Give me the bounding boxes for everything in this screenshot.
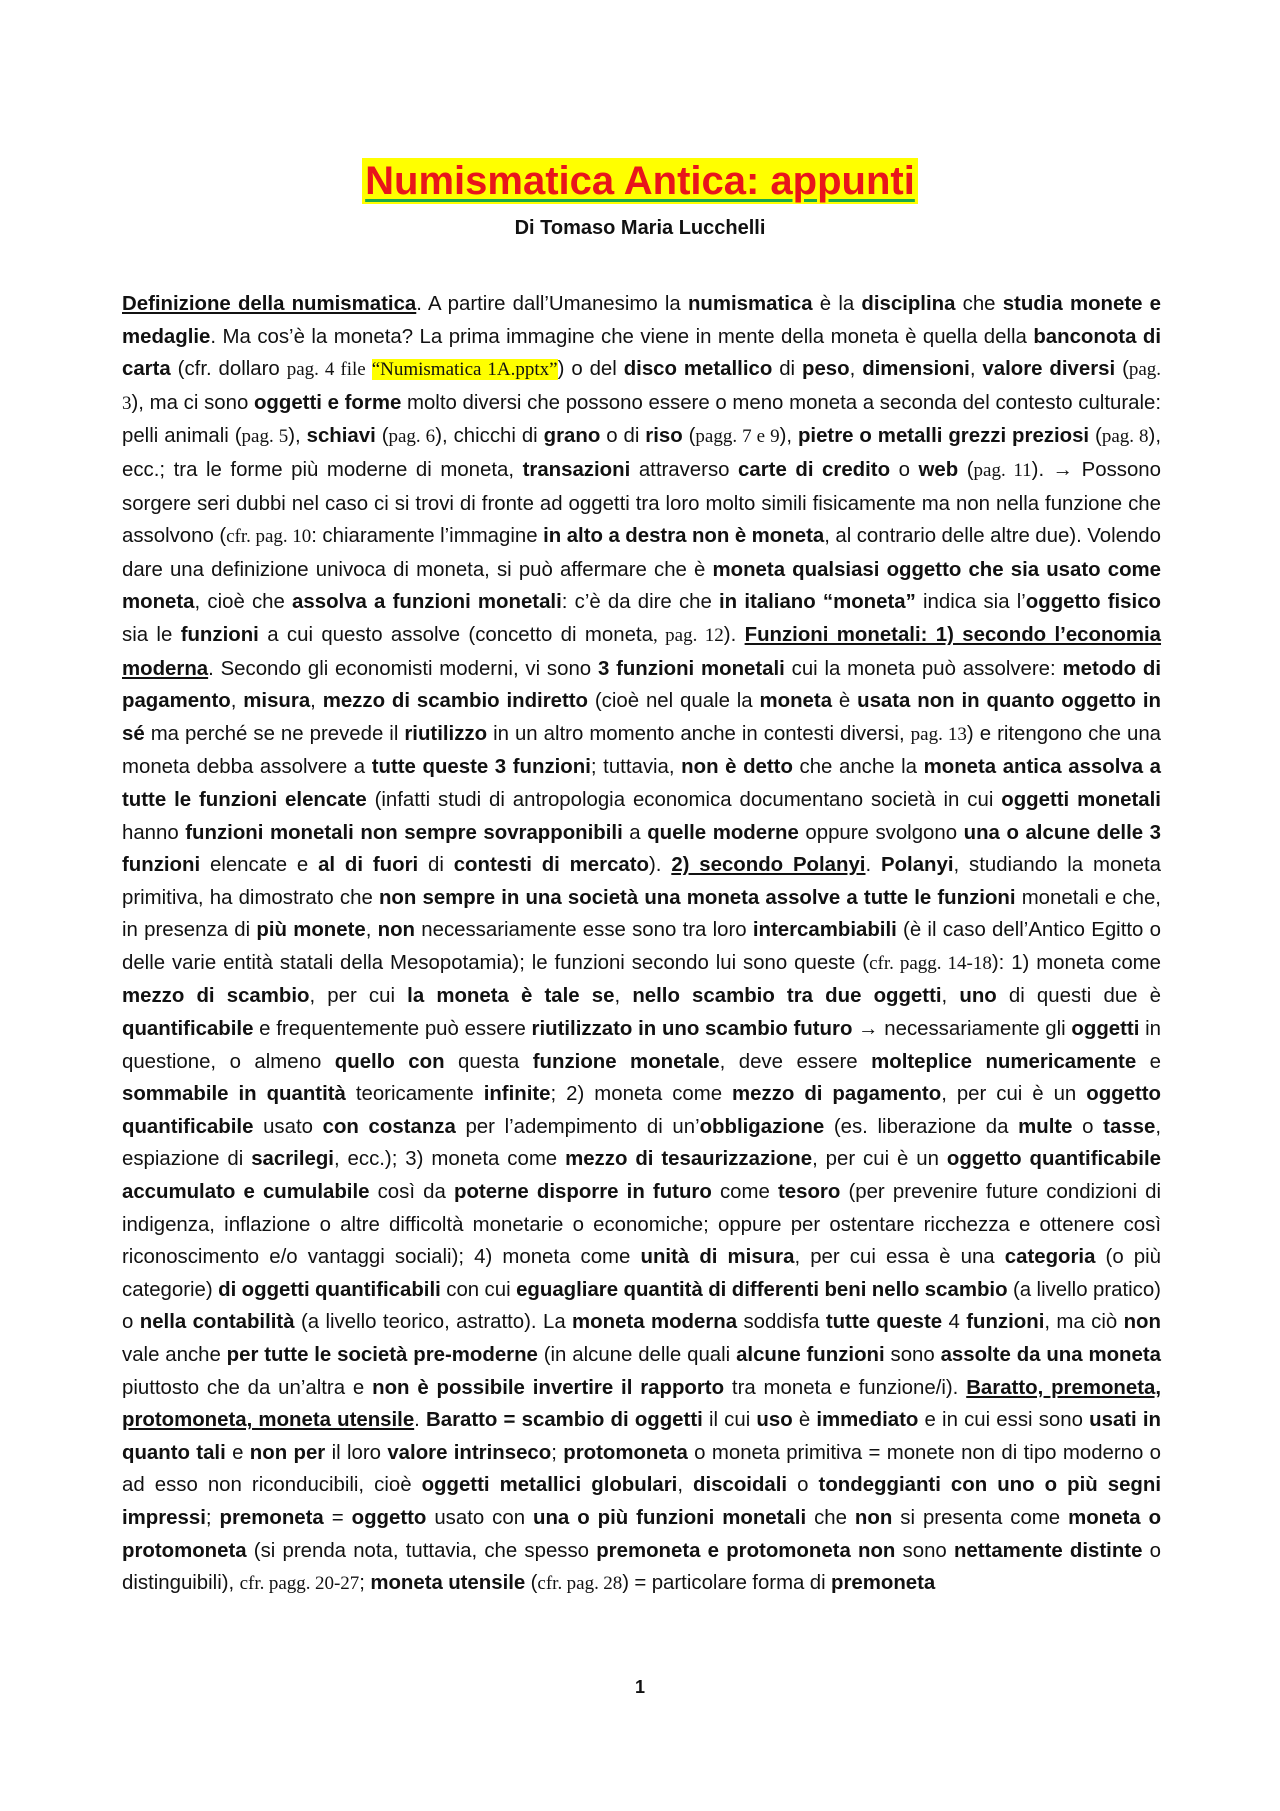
bold-text: funzioni	[966, 1311, 1045, 1334]
text-run: ). → Possono sorgere seri dubbi nel caso ci si trovi di fronte ad oggetti tra loro molto simili fisicamente ma non nella funzione che assolvono (	[122, 458, 1161, 548]
text-run: , deve essere	[719, 1050, 872, 1073]
text-run: .	[865, 854, 881, 877]
bold-text: quello con	[334, 1050, 445, 1073]
bold-text: per tutte le società pre-moderne	[226, 1344, 538, 1366]
bold-text: unità di misura	[640, 1246, 795, 1269]
text-run: (	[958, 458, 974, 481]
text-run: ).	[649, 854, 672, 877]
text-run: soddisfa	[737, 1311, 826, 1334]
text-run: , per cui essa è una	[794, 1246, 1005, 1269]
bold-text: oggetto fisico	[1025, 591, 1161, 614]
text-run: e frequentemente può essere	[253, 1018, 532, 1041]
bold-text: transazioni	[522, 458, 631, 481]
bold-text: mezzo di scambio indiretto	[322, 690, 589, 713]
bold-text: metodo di pagamento	[122, 657, 1162, 713]
text-run: ) o del	[557, 358, 624, 381]
bold-text: pietre o metalli grezzi preziosi	[797, 425, 1090, 448]
text-run: di	[772, 358, 802, 381]
bold-text: più monete	[256, 919, 366, 942]
bold-text: sommabile in quantità	[122, 1083, 346, 1106]
text-run: : chiaramente l’immagine	[311, 525, 544, 548]
text-run: oppure svolgono	[798, 821, 964, 844]
text-run: hanno	[122, 821, 186, 844]
bold-text: oggetti metallici globulari	[421, 1474, 678, 1497]
text-run: ), ecc.; tra le forme più moderne di moneta,	[122, 425, 1161, 481]
slide-reference: pag. 6	[388, 426, 436, 448]
text-run: , espiazione di	[122, 1115, 1161, 1171]
text-run: e	[1136, 1050, 1162, 1073]
text-run: (infatti studi di antropologia economica documentano società in cui	[366, 788, 1002, 811]
bold-text: poterne disporre in futuro	[454, 1181, 712, 1204]
bold-text: moneta utensile	[370, 1572, 526, 1595]
bold-text: misura	[243, 690, 311, 713]
slide-reference: pagg. 7 e 9	[695, 426, 780, 448]
slide-reference: cfr. pag. 28	[537, 1573, 623, 1595]
bold-text: quelle moderne	[647, 821, 799, 844]
text-run: è la	[812, 293, 862, 315]
text-run: sia le	[122, 623, 181, 646]
text-run: , per cui è un	[812, 1148, 947, 1171]
text-run: , al contrario delle altre due). Volendo dare una definizione univoca di moneta, si può affermare che è	[122, 525, 1161, 581]
bold-text: moneta antica assolva a tutte le funzioni elencate	[122, 756, 1162, 811]
slide-reference: pag. 11	[973, 459, 1032, 481]
bold-text: riso	[645, 425, 683, 448]
bold-text: non	[377, 919, 416, 942]
bold-text: premoneta	[831, 1572, 936, 1595]
slide-reference: cfr. pagg. 20-27	[239, 1573, 360, 1595]
text-run: (o più categorie)	[122, 1246, 1162, 1301]
bold-text: riutilizzo	[404, 722, 488, 745]
bold-text: mezzo di pagamento	[732, 1083, 942, 1106]
title-container	[0, 158, 1280, 204]
bold-text: quantificabile	[122, 1018, 254, 1041]
text-run: ),	[779, 425, 798, 448]
text-run: ),	[288, 425, 307, 448]
text-run: ,	[365, 919, 378, 942]
bold-text: Polanyi	[880, 854, 954, 877]
text-run: , ecc.); 3) moneta come	[333, 1148, 566, 1171]
text-run: ,	[677, 1474, 694, 1497]
text-run: . Ma cos’è la moneta? La prima immagine che viene in mente della moneta è quella della	[210, 325, 1034, 348]
text-run: o	[1072, 1115, 1104, 1138]
text-run: a cui questo assolve (concetto di moneta	[258, 623, 653, 646]
bold-text: 3 funzioni monetali	[597, 657, 785, 680]
text-run: così da	[369, 1181, 454, 1204]
text-run: 4	[942, 1311, 967, 1334]
bold-text: protomoneta	[563, 1441, 688, 1464]
text-run: teoricamente	[345, 1083, 484, 1106]
slide-reference: cfr. pagg. 14-18	[869, 952, 992, 974]
bold-text: dimensioni	[862, 358, 970, 381]
text-run: (	[1089, 425, 1102, 448]
section-heading: 2) secondo Polanyi	[671, 854, 866, 877]
text-run: di	[418, 854, 454, 877]
slide-reference: cfr. pag. 10	[226, 526, 312, 548]
bold-text: una o più funzioni monetali	[533, 1506, 807, 1529]
slide-reference: pag. 4 file	[286, 359, 372, 381]
bold-text: infinite	[483, 1083, 551, 1106]
bold-text: Baratto = scambio di oggetti	[426, 1409, 703, 1432]
text-run: , per cui	[309, 985, 408, 1008]
text-run: (	[1115, 358, 1129, 381]
bold-text: contesti di mercato	[453, 854, 650, 877]
text-run: per l’adempimento di un’	[455, 1115, 700, 1138]
text-run: ,	[941, 985, 960, 1008]
bold-text: tondeggianti con uno o più segni impressi	[122, 1474, 1161, 1529]
bold-text: tutte queste	[825, 1311, 943, 1334]
text-run: in questione, o almeno	[122, 1018, 1161, 1073]
text-run: ) e ritengono che una moneta debba assolvere a	[122, 722, 1161, 779]
slide-reference: pag. 8	[1101, 426, 1149, 448]
text-run: , per cui è un	[941, 1083, 1087, 1106]
bold-text: disciplina	[861, 293, 956, 315]
bold-text: non per	[249, 1441, 326, 1464]
text-run: ma perché se ne prevede il	[144, 722, 405, 745]
text-run: piuttosto che da un’altra e	[122, 1376, 373, 1399]
text-run: (	[525, 1572, 538, 1595]
bold-text: una o alcune delle 3 funzioni	[122, 821, 1161, 877]
bold-text: molteplice numericamente	[871, 1050, 1137, 1073]
text-run: ).	[723, 623, 745, 646]
text-run: che	[955, 293, 1003, 315]
text-run: a	[622, 821, 648, 844]
text-run: =	[323, 1506, 352, 1529]
bold-text: tutte queste 3 funzioni	[371, 756, 591, 779]
bold-text: non	[1123, 1311, 1161, 1334]
bold-text: banconota di carta	[122, 325, 1162, 381]
text-run: indica sia l’	[915, 591, 1026, 614]
text-run: necessariamente gli	[878, 1018, 1072, 1041]
text-run: che	[806, 1506, 855, 1529]
slide-reference: pag. 13	[910, 723, 967, 745]
text-run: ,	[614, 985, 633, 1008]
bold-text: premoneta e protomoneta non	[596, 1539, 896, 1562]
page-number: 1	[634, 1677, 645, 1697]
bold-text: grano	[543, 425, 601, 448]
bold-text: premoneta	[219, 1506, 324, 1529]
text-run: . A partire dall’Umanesimo la	[416, 293, 688, 315]
text-run: ,	[310, 690, 323, 713]
text-run: e	[225, 1441, 250, 1464]
bold-text: oggetto quantificabile	[122, 1083, 1161, 1138]
bold-text: sacrilegi	[251, 1148, 334, 1171]
section-heading: Definizione della numismatica	[122, 293, 417, 315]
text-run: elencate e	[200, 854, 319, 877]
text-run: molto diversi che possono essere o meno moneta a seconda del contesto culturale: pelli animali (	[122, 391, 1161, 448]
text-run: usato	[253, 1115, 323, 1138]
text-run: ,	[849, 358, 863, 381]
slide-reference: , pag. 12	[652, 624, 724, 646]
text-run: questa	[444, 1050, 533, 1073]
bold-text: nella contabilità	[139, 1311, 295, 1334]
text-run: vale anche	[122, 1344, 227, 1366]
text-run: è	[792, 1409, 817, 1432]
bold-text: oggetto	[351, 1506, 427, 1529]
bold-text: tasse	[1103, 1115, 1156, 1138]
text-run: usato con	[426, 1506, 533, 1529]
text-run: si presenta come	[892, 1506, 1069, 1529]
text-run: (cfr. dollaro	[170, 358, 287, 381]
bold-text: funzioni monetali non sempre sovrapponibili	[185, 821, 623, 844]
text-run: ): 1) moneta come	[991, 951, 1162, 974]
bold-text: web	[918, 458, 959, 481]
slide-reference: pag. 5	[241, 426, 289, 448]
bold-text: funzioni	[180, 623, 259, 646]
text-run: , ma ciò	[1044, 1311, 1124, 1334]
bold-text: uso	[756, 1409, 793, 1432]
bold-text: al di fuori	[318, 854, 419, 877]
bold-text: moneta	[759, 690, 833, 713]
text-run: e in cui essi sono	[918, 1409, 1090, 1432]
text-run: ), ma ci sono	[131, 391, 254, 414]
text-run: (	[375, 425, 389, 448]
text-run: (è il caso dell’Antico Egitto o delle varie entità statali della Mesopotamia); le funzioni secondo lui sono queste (	[122, 919, 1161, 974]
text-run: (a livello teorico, astratto). La	[294, 1311, 573, 1334]
text-run: o distinguibili),	[122, 1539, 1161, 1595]
bold-text: non sempre in una società una moneta assolve a tutte le funzioni	[378, 886, 1016, 909]
text-run: ; tuttavia,	[590, 756, 682, 779]
text-run: o di	[600, 425, 646, 448]
text-run: (a livello pratico) o	[122, 1278, 1161, 1334]
bold-text: obbligazione	[699, 1115, 825, 1138]
bold-text: la moneta è tale se	[407, 985, 615, 1008]
bold-text: nettamente distinte	[953, 1539, 1143, 1562]
text-run: ;	[551, 1441, 564, 1464]
text-run: (	[682, 425, 696, 448]
bold-text: funzione monetale	[532, 1050, 720, 1073]
bold-text: uno	[959, 985, 997, 1008]
text-run: in un altro momento anche in contesti diversi,	[487, 722, 911, 745]
text-run: tra moneta e funzione/i).	[724, 1376, 967, 1399]
bold-text: assolte da una moneta	[940, 1344, 1161, 1366]
bold-text: con costanza	[322, 1115, 456, 1138]
bold-text: moneta o protomoneta	[122, 1506, 1162, 1562]
bold-text: in italiano “moneta”	[719, 591, 916, 614]
bold-text: nello scambio tra due oggetti	[632, 985, 942, 1008]
bold-text: non	[854, 1506, 893, 1529]
bold-text: eguagliare quantità di differenti beni nello scambio	[516, 1278, 1008, 1301]
highlighted-reference: “Numismatica 1A.pptx”	[371, 359, 558, 381]
bold-text: peso	[802, 358, 850, 381]
text-run: (in alcune delle quali	[537, 1344, 737, 1366]
bold-text: disco metallico	[623, 358, 773, 381]
text-run: .	[414, 1409, 427, 1432]
text-run: o moneta primitiva = monete non di tipo moderno o ad esso non riconducibili, cioè	[122, 1441, 1162, 1497]
bold-text: assolva a funzioni monetali	[292, 591, 562, 614]
text-run: ) = particolare forma di	[622, 1572, 832, 1595]
slide-reference: pag. 3	[122, 359, 1162, 414]
text-run: che anche la	[792, 756, 924, 779]
text-run: necessariamente esse sono tra loro	[415, 919, 753, 942]
text-run: o	[890, 458, 919, 481]
text-run: . Secondo gli economisti moderni, vi sono	[208, 657, 598, 680]
text-run: sono	[895, 1539, 954, 1562]
bold-text: oggetto quantificabile accumulato e cumulabile	[122, 1148, 1161, 1204]
text-run: il cui	[702, 1409, 757, 1432]
bold-text: oggetti	[1071, 1018, 1140, 1041]
text-run: o	[787, 1474, 819, 1497]
text-run: ;	[205, 1506, 220, 1529]
text-run: con cui	[440, 1278, 517, 1301]
text-run: cui la moneta può assolvere:	[784, 657, 1063, 680]
bold-text: valore intrinseco	[387, 1441, 552, 1464]
section-heading: Funzioni monetali: 1) secondo l’economia moderna	[122, 623, 1162, 680]
bold-text: in alto a destra non è moneta	[543, 525, 825, 548]
bold-text: usati in quanto tali	[122, 1409, 1162, 1464]
bold-text: mezzo di tesaurizzazione	[565, 1148, 813, 1171]
bold-text: carte di credito	[738, 458, 891, 481]
bold-text: categoria	[1004, 1246, 1096, 1269]
text-run: ; 2) moneta come	[550, 1083, 733, 1106]
text-run: come	[711, 1181, 778, 1204]
bold-text: studia monete e medaglie	[122, 293, 1161, 348]
text-run: sono	[884, 1344, 941, 1366]
text-run: , cioè che	[194, 591, 293, 614]
bold-text: oggetti e forme	[253, 391, 402, 414]
text-run: monetali e che, in presenza di	[122, 886, 1161, 942]
text-run: è	[832, 690, 858, 713]
bold-text: usata non in quanto oggetto in sé	[122, 690, 1161, 745]
text-run: ,	[230, 690, 244, 713]
bold-text: alcune funzioni	[736, 1344, 885, 1366]
text-run: (es. liberazione da	[824, 1115, 1019, 1138]
bold-text: intercambiabili	[752, 919, 897, 942]
text-run: ;	[359, 1572, 371, 1595]
bold-text: non è detto	[681, 756, 793, 779]
bold-text: tesoro	[777, 1181, 841, 1204]
bold-text: multe	[1018, 1115, 1073, 1138]
bold-text: moneta moderna	[572, 1311, 738, 1334]
text-run: ,	[969, 358, 983, 381]
bold-text: non è possibile invertire il rapporto	[372, 1376, 725, 1399]
bold-text: mezzo di scambio	[122, 985, 310, 1008]
bold-text: numismatica	[687, 293, 813, 315]
text-run: : c’è da dire che	[561, 591, 720, 614]
text-run: (cioè nel quale la	[588, 690, 760, 713]
bold-text: di oggetti quantificabili	[218, 1278, 441, 1301]
bold-text: discoidali	[693, 1474, 788, 1497]
bold-text: riutilizzato in uno scambio futuro →	[531, 1018, 879, 1041]
bold-text: immediato	[816, 1409, 919, 1432]
text-run: di questi due è	[996, 985, 1162, 1008]
document-author: Di Tomaso Maria Lucchelli	[514, 217, 766, 239]
section-heading: Baratto, premoneta, protomoneta, moneta utensile	[122, 1376, 1162, 1432]
bold-text: schiavi	[306, 425, 376, 448]
text-run: attraverso	[630, 458, 739, 481]
text-run: ), chicchi di	[435, 425, 544, 448]
text-run: , studiando la moneta primitiva, ha dimostrato che	[122, 854, 1161, 909]
bold-text: valore diversi	[982, 358, 1116, 381]
document-title: Numismatica Antica: appunti	[362, 158, 918, 204]
text-run: (per prevenire future condizioni di indigenza, inflazione o altre difficoltà monetarie o economiche; oppure per ostentare ricchezza e ottenere così riconoscimento e/o vantaggi sociali); 4) moneta come	[122, 1181, 1162, 1269]
bold-text: moneta qualsiasi oggetto che sia usato come moneta	[122, 558, 1161, 614]
text-run: il loro	[325, 1441, 388, 1464]
bold-text: oggetti monetali	[1001, 788, 1161, 811]
body-paragraph	[122, 288, 1161, 1601]
text-run: (si prenda nota, tuttavia, che spesso	[246, 1539, 597, 1562]
